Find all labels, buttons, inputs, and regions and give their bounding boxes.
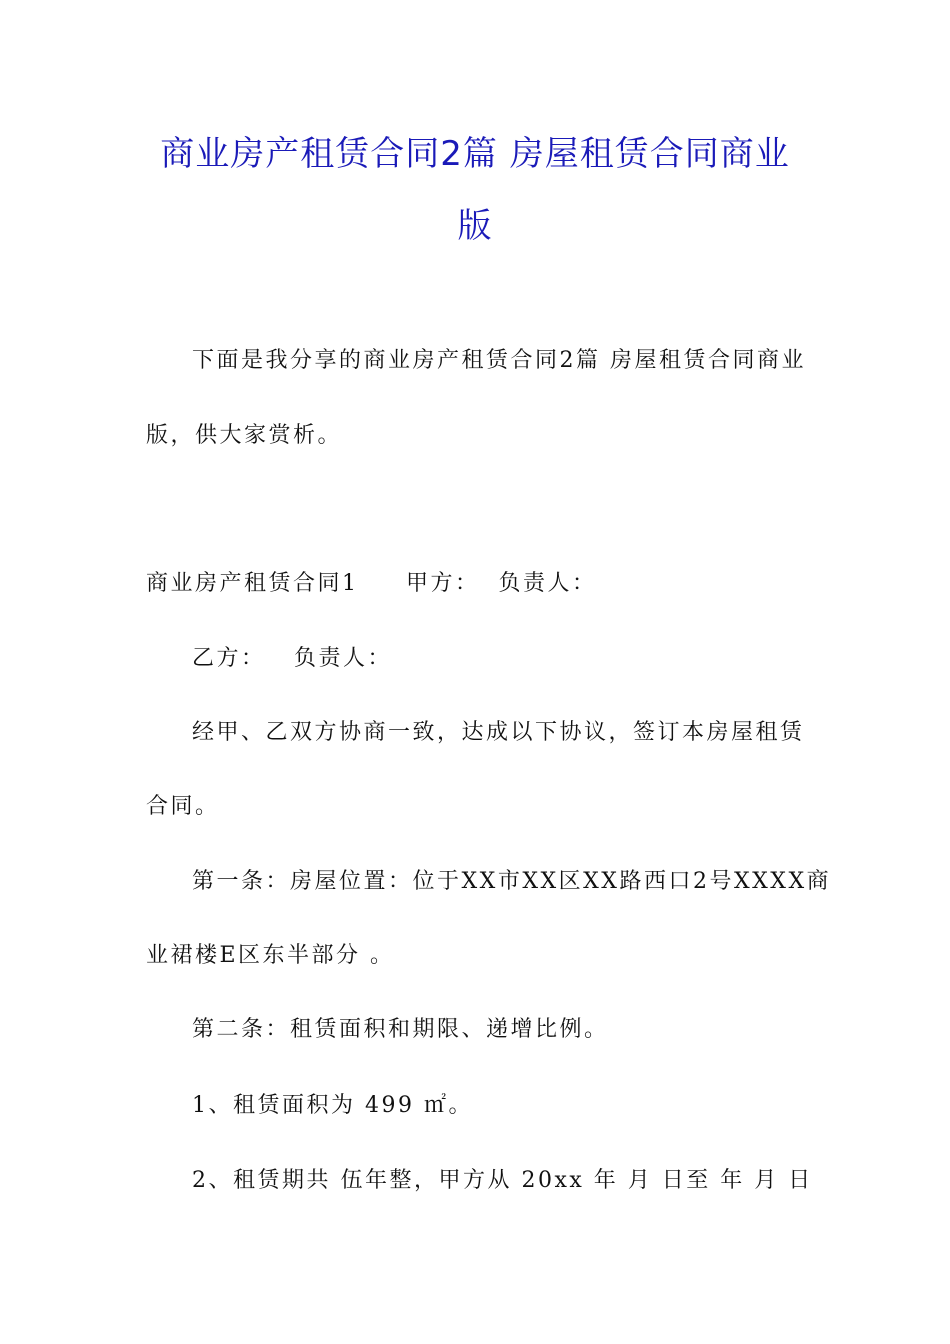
document-title-line-2: 版 <box>457 206 493 246</box>
agreement-paragraph-line-2: 合同。 <box>146 794 220 819</box>
intro-paragraph-line-1: 下面是我分享的商业房产租赁合同2篇 房屋租赁合同商业 <box>192 348 806 373</box>
article-1-line-2: 业裙楼E区东半部分 。 <box>146 943 395 968</box>
document-title-line-1: 商业房产租赁合同2篇 房屋租赁合同商业 <box>160 134 790 174</box>
party-b-line: 乙方： 负责人： <box>192 646 392 671</box>
agreement-paragraph-line-1: 经甲、乙双方协商一致，达成以下协议，签订本房屋租赁 <box>192 720 805 745</box>
contract-heading: 商业房产租赁合同1 甲方： 负责人： <box>146 571 597 596</box>
intro-paragraph-line-2: 版，供大家赏析。 <box>146 423 343 448</box>
article-2-heading: 第二条：租赁面积和期限、递增比例。 <box>192 1017 609 1042</box>
item-2-line: 2、租赁期共 伍年整，甲方从 20xx 年 月 日至 年 月 日 <box>192 1168 813 1193</box>
article-1-line-1: 第一条：房屋位置：位于XX市XX区XX路西口2号XXXX商 <box>192 869 832 894</box>
item-1-line: 1、租赁面积为 499 ㎡。 <box>192 1093 473 1118</box>
